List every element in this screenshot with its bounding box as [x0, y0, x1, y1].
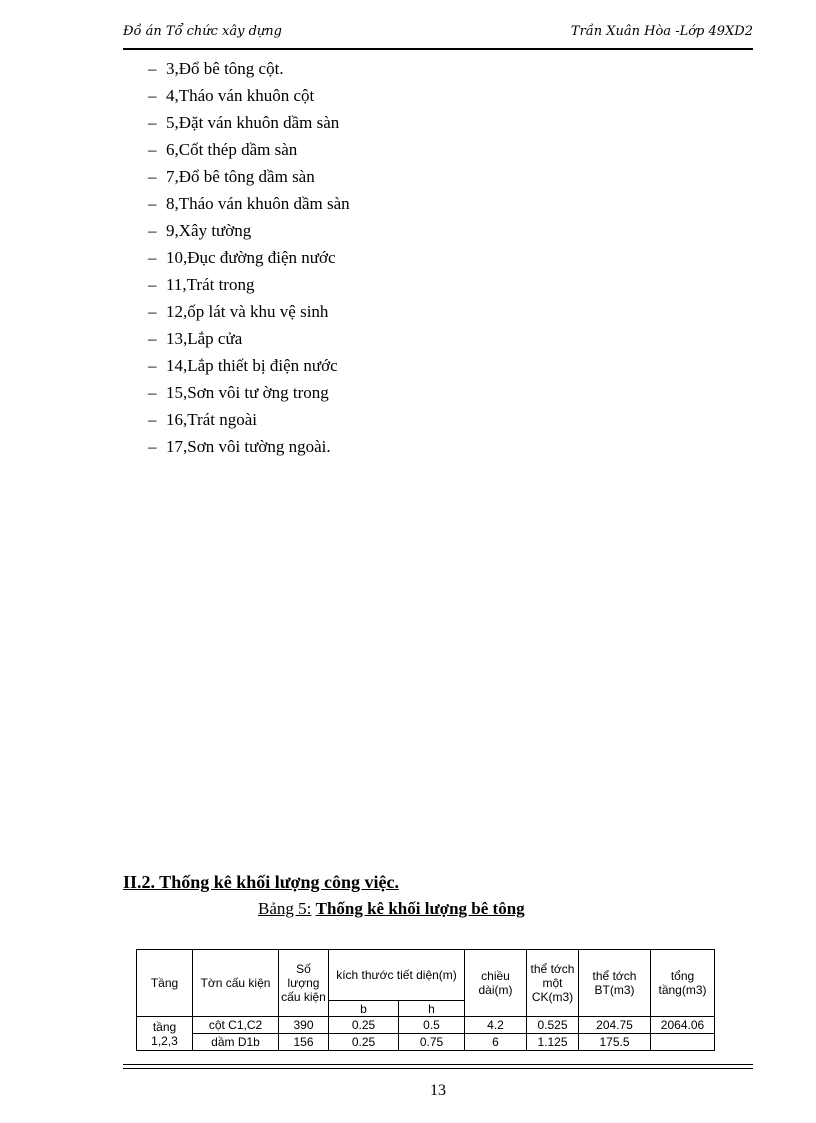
table-cell: 0.5: [399, 1017, 465, 1034]
header-cell: thể tớch BT(m3): [579, 950, 651, 1017]
list-item: – 3,Đổ bê tông cột.: [148, 59, 284, 78]
header-cell: thể tớch một CK(m3): [527, 950, 579, 1017]
list-item: – 6,Cốt thép dầm sàn: [148, 140, 298, 159]
header-cell: Số lượng cấu kiện: [279, 950, 329, 1017]
header-cell: kích thước tiết diện(m): [329, 950, 465, 1001]
task-text: 8,Tháo ván khuôn dầm sàn: [166, 194, 350, 213]
table-cell: 175.5: [579, 1034, 651, 1051]
table-cell: 204.75: [579, 1017, 651, 1034]
list-item: – 7,Đổ bê tông dầm sàn: [148, 167, 315, 186]
list-item: – 5,Đặt ván khuôn dầm sàn: [148, 113, 340, 132]
table-cell: 0.75: [399, 1034, 465, 1051]
list-item: – 17,Sơn vôi tường ngoài.: [148, 437, 331, 456]
table-cell: dầm D1b: [193, 1034, 279, 1051]
list-item: – 15,Sơn vôi tư ờng trong: [148, 383, 329, 402]
list-item: – 14,Lắp thiết bị điện nước: [148, 356, 338, 375]
table-cell: cột C1,C2: [193, 1017, 279, 1034]
table-cell: 0.25: [329, 1017, 399, 1034]
table-cell: [651, 1034, 715, 1051]
footer-rule: [123, 1064, 753, 1065]
header-cell: chiều dài(m): [465, 950, 527, 1017]
table-cell: 0.525: [527, 1017, 579, 1034]
task-text: 13,Lắp cửa: [166, 329, 243, 348]
task-text: 7,Đổ bê tông dầm sàn: [166, 167, 315, 186]
section-title: II.2. Thống kê khối lượng công việc.: [123, 872, 399, 892]
header-cell: Tờn cấu kiện: [193, 950, 279, 1017]
list-item: – 8,Tháo ván khuôn dầm sàn: [148, 194, 350, 213]
task-text: 10,Đục đường điện nước: [166, 248, 336, 267]
task-text: 16,Trát ngoài: [166, 410, 257, 429]
table-caption-title: Thống kê khối lượng bê tông: [315, 899, 525, 918]
header-rule: [123, 48, 753, 50]
table-cell: 390: [279, 1017, 329, 1034]
table-caption-prefix: Bảng 5:: [258, 899, 312, 918]
table-caption: [258, 899, 525, 919]
task-text: 4,Tháo ván khuôn cột: [166, 86, 315, 105]
table-cell: 1.125: [527, 1034, 579, 1051]
table-cell: 156: [279, 1034, 329, 1051]
floor-cell: tầng 1,2,3: [137, 1017, 193, 1051]
task-text: 14,Lắp thiết bị điện nước: [166, 356, 338, 375]
table-cell: 4.2: [465, 1017, 527, 1034]
task-text: 15,Sơn vôi tư ờng trong: [166, 383, 329, 402]
task-text: 5,Đặt ván khuôn dầm sàn: [166, 113, 340, 132]
header-cell: b: [329, 1001, 399, 1017]
list-item: – 16,Trát ngoài: [148, 410, 257, 429]
page-header: [123, 22, 753, 44]
list-item: – 11,Trát trong: [148, 275, 255, 294]
task-list: [148, 55, 350, 460]
list-item: – 12,ốp lát và khu vệ sinh: [148, 302, 329, 321]
list-item: – 4,Tháo ván khuôn cột: [148, 86, 315, 105]
task-text: 17,Sơn vôi tường ngoài.: [166, 437, 331, 456]
task-text: 6,Cốt thép dầm sàn: [166, 140, 298, 159]
page-number: 13: [430, 1082, 446, 1099]
footer-rule: [123, 1068, 753, 1069]
list-item: – 10,Đục đường điện nước: [148, 248, 336, 267]
header-cell: h: [399, 1001, 465, 1017]
task-text: 12,ốp lát và khu vệ sinh: [166, 302, 329, 321]
concrete-volume-table: [136, 949, 715, 1051]
list-item: – 9,Xây tường: [148, 221, 252, 240]
header-author: Trần Xuân Hòa -Lớp 49XD2: [570, 24, 753, 39]
header-cell: tổng tầng(m3): [651, 950, 715, 1017]
list-item: – 13,Lắp cửa: [148, 329, 243, 348]
floor-total-cell: 2064.06: [651, 1017, 715, 1034]
header-cell: Tầng: [137, 950, 193, 1017]
task-text: 11,Trát trong: [166, 275, 255, 294]
task-text: 3,Đổ bê tông cột.: [166, 59, 284, 78]
table-cell: 0.25: [329, 1034, 399, 1051]
table-cell: 6: [465, 1034, 527, 1051]
task-text: 9,Xây tường: [166, 221, 252, 240]
header-project-title: Đồ án Tổ chức xây dựng: [123, 24, 282, 39]
